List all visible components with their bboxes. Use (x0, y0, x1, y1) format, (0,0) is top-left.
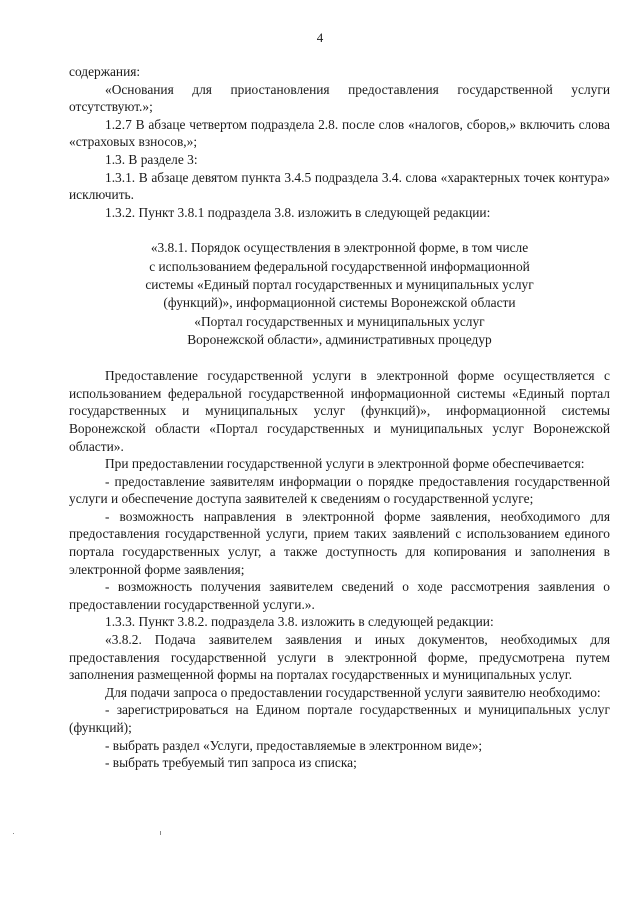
paragraph: 1.2.7 В абзаце четвертом подраздела 2.8. после слов «налогов, сборов,» включить слова «страховых взносов,»; (69, 116, 610, 150)
paragraph: 1.3.1. В абзаце девятом пункта 3.4.5 подраздела 3.4. слова «характерных точек контура» исключить. (69, 169, 610, 203)
paragraph: содержания: (69, 64, 141, 79)
scan-speck (160, 831, 161, 835)
paragraph: Предоставление государственной услуги в электронной форме осуществляется с использованием федеральной государственной информационной системы «Единый портал государственных и муниципальных услуг (функций)», информационной системы Воронежской области «Портал государственных и муниципальных услуг Воронежской области». (69, 368, 610, 454)
list-item: - возможность направления в электронной форме заявления, необходимого для предоставления государственной услуги, прием таких заявлений с использованием единого портала государственных услуг, а также доступность для копирования и заполнения в электронной форме заявления; (69, 508, 610, 577)
heading-line: системы «Единый портал государственных и муниципальных услуг (145, 276, 534, 292)
scan-speck (13, 833, 14, 834)
page-number: 4 (316, 30, 324, 45)
list-item: - предоставление заявителям информации о порядке предоставления государственной услуги и обеспечение доступа заявителей к сведениям о государственной услуге; (69, 473, 610, 507)
section-heading (69, 239, 610, 349)
heading-line: «Портал государственных и муниципальных услуг (194, 313, 485, 329)
heading-line: с использованием федеральной государственной информационной (149, 258, 530, 274)
paragraph: При предоставлении государственной услуги в электронной форме обеспечивается: (105, 456, 585, 472)
heading-line: «3.8.1. Порядок осуществления в электронной форме, в том числе (150, 240, 529, 256)
heading-line: (функций)», информационной системы Воронежской области (163, 295, 516, 311)
document-body (69, 63, 610, 772)
paragraph: Для подачи запроса о предоставлении государственной услуги заявителю необходимо: (105, 684, 601, 700)
list-item: - выбрать раздел «Услуги, предоставляемые в электронном виде»; (105, 737, 483, 753)
list-item: - выбрать требуемый тип запроса из списка; (105, 755, 357, 771)
heading-line: Воронежской области», административных процедур (187, 331, 492, 347)
paragraph: «3.8.2. Подача заявителем заявления и иных документов, необходимых для предоставления государственной услуги в электронной форме, предусмотрена путем заполнения размещенной формы на порталах государственных и муниципальных услуг. (69, 632, 610, 683)
paragraph: «Основания для приостановления предоставления государственной услуги отсутствуют.»; (69, 81, 610, 115)
paragraph: 1.3.2. Пункт 3.8.1 подраздела 3.8. изложить в следующей редакции: (105, 204, 491, 220)
list-item: - возможность получения заявителем сведений о ходе рассмотрения заявления о предоставлении государственной услуги.». (69, 579, 610, 612)
list-item: - зарегистрироваться на Едином портале государственных и муниципальных услуг (функций); (69, 702, 610, 735)
paragraph: 1.3. В разделе 3: (105, 151, 198, 167)
paragraph: 1.3.3. Пункт 3.8.2. подраздела 3.8. изложить в следующей редакции: (105, 614, 494, 630)
